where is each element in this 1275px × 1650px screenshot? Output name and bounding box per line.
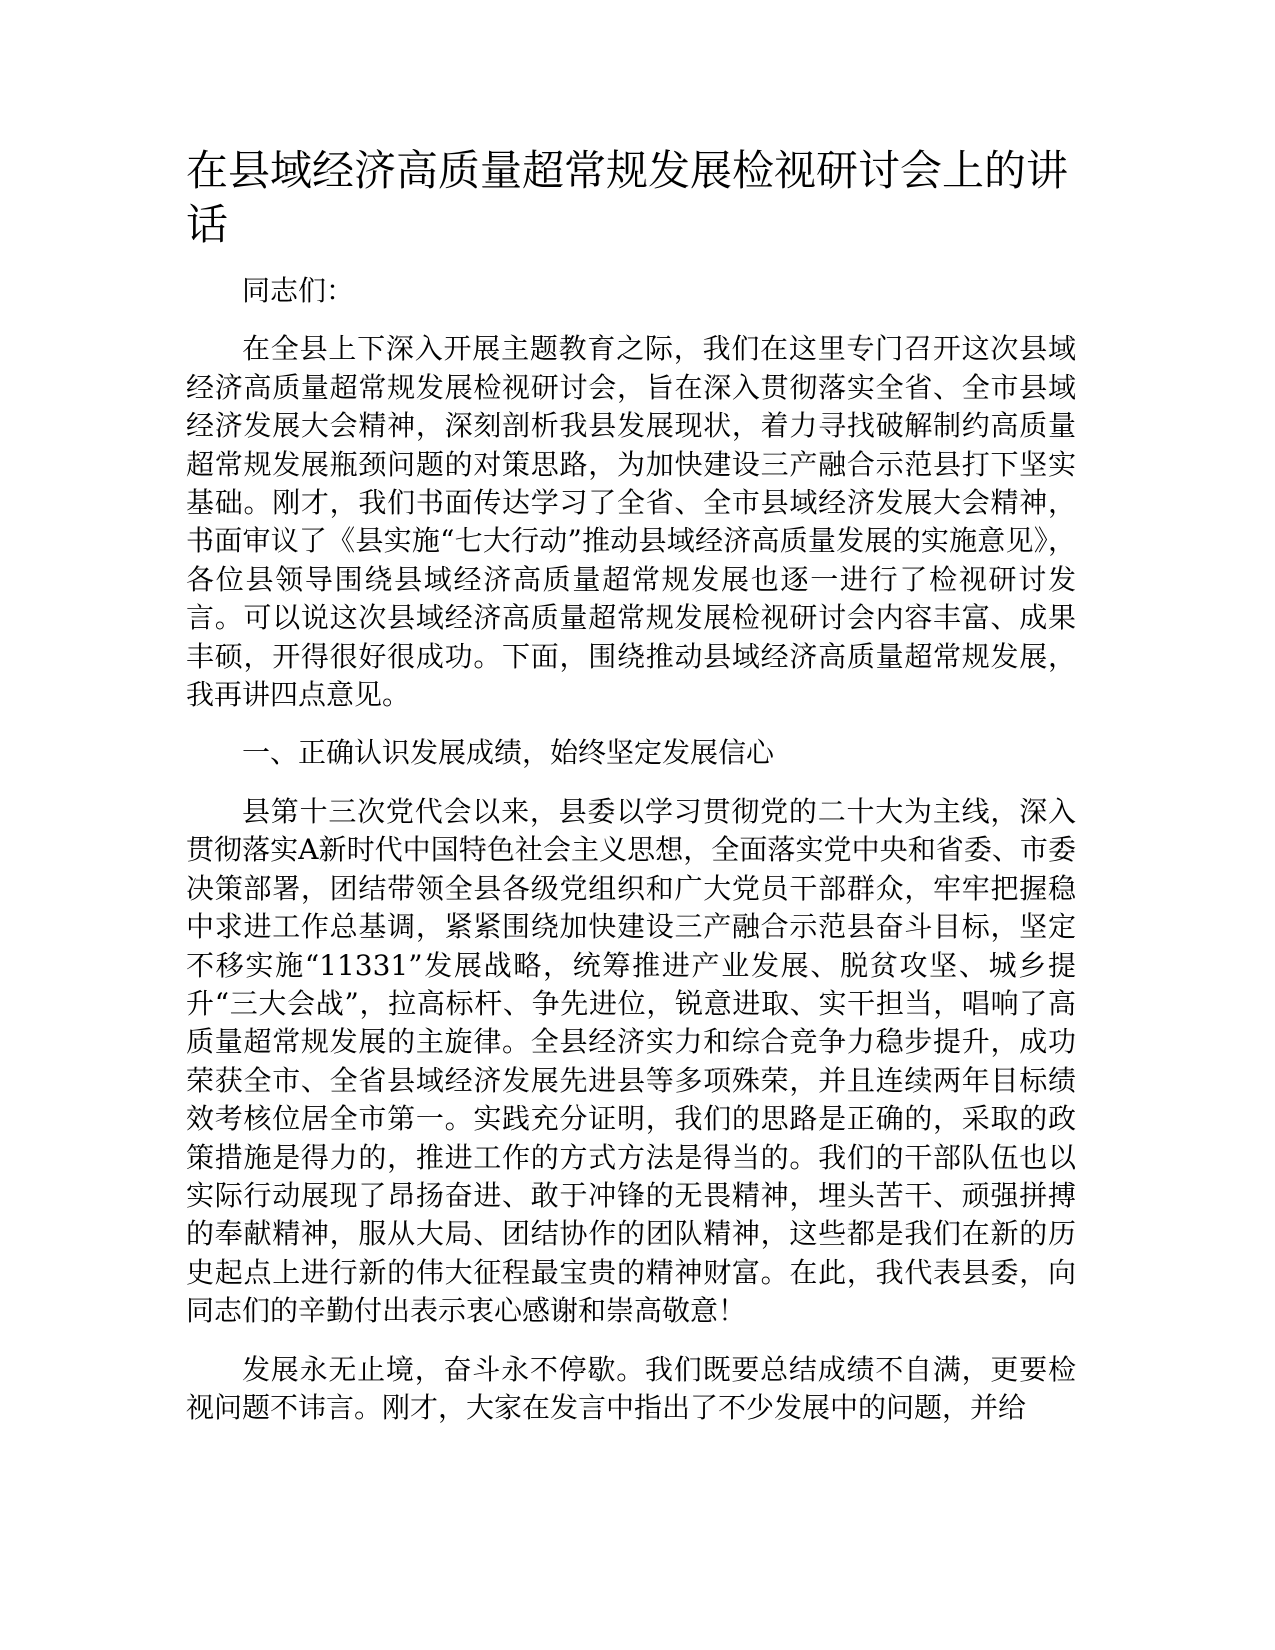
- body-paragraph: 发展永无止境，奋斗永不停歇。我们既要总结成绩不自满，更要检视问题不讳言。刚才，大家在发言中指出了不少发展中的问题，并给: [186, 1352, 1076, 1424]
- salutation: 同志们：: [242, 274, 355, 307]
- section-heading: 一、正确认识发展成绩，始终坚定发展信心: [242, 736, 775, 770]
- document-body: [186, 272, 1076, 1447]
- intro-paragraph: 在全县上下深入开展主题教育之际，我们在这里专门召开这次县域经济高质量超常规发展检视研讨会，旨在深入贯彻落实全省、全市县域经济发展大会精神，深刻剖析我县发展现状，着力寻找破解制约高质量超常规发展瓶颈问题的对策思路，为加快建设三产融合示范县打下坚实基础。刚才，我们书面传达学习了全省、全市县域经济发展大会精神，书面审议了《县实施“七大行动”推动县域经济高质量发展的实施意见》，各位县领导围绕县域经济高质量超常规发展也逐一进行了检视研讨发言。可以说这次县域经济高质量超常规发展检视研讨会内容丰富、成果丰硕，开得很好很成功。下面，围绕推动县域经济高质量超常规发展，我再讲四点意见。: [186, 332, 1076, 712]
- document-title: 在县域经济高质量超常规发展检视研讨会上的讲话: [186, 146, 1069, 249]
- body-paragraph: 县第十三次党代会以来，县委以学习贯彻党的二十大为主线，深入贯彻落实A新时代中国特色社会主义思想，全面落实党中央和省委、市委决策部署，团结带领全县各级党组织和广大党员干部群众，牢牢把握稳中求进工作总基调，紧紧围绕加快建设三产融合示范县奋斗目标，坚定不移实施“11331”发展战略，统筹推进产业发展、脱贫攻坚、城乡提升“三大会战”，拉高标杆、争先进位，锐意进取、实干担当，唱响了高质量超常规发展的主旋律。全县经济实力和综合竞争力稳步提升，成功荣获全市、全省县域经济发展先进县等多项殊荣，并且连续两年目标绩效考核位居全市第一。实践充分证明，我们的思路是正确的，采取的政策措施是得力的，推进工作的方式方法是得当的。我们的干部队伍也以实际行动展现了昂扬奋进、敢于冲锋的无畏精神，埋头苦干、顽强拼搏的奉献精神，服从大局、团结协作的团队精神，这些都是我们在新的历史起点上进行新的伟大征程最宝贵的精神财富。在此，我代表县委，向同志们的辛勤付出表示衷心感谢和崇高敬意！: [186, 794, 1076, 1328]
